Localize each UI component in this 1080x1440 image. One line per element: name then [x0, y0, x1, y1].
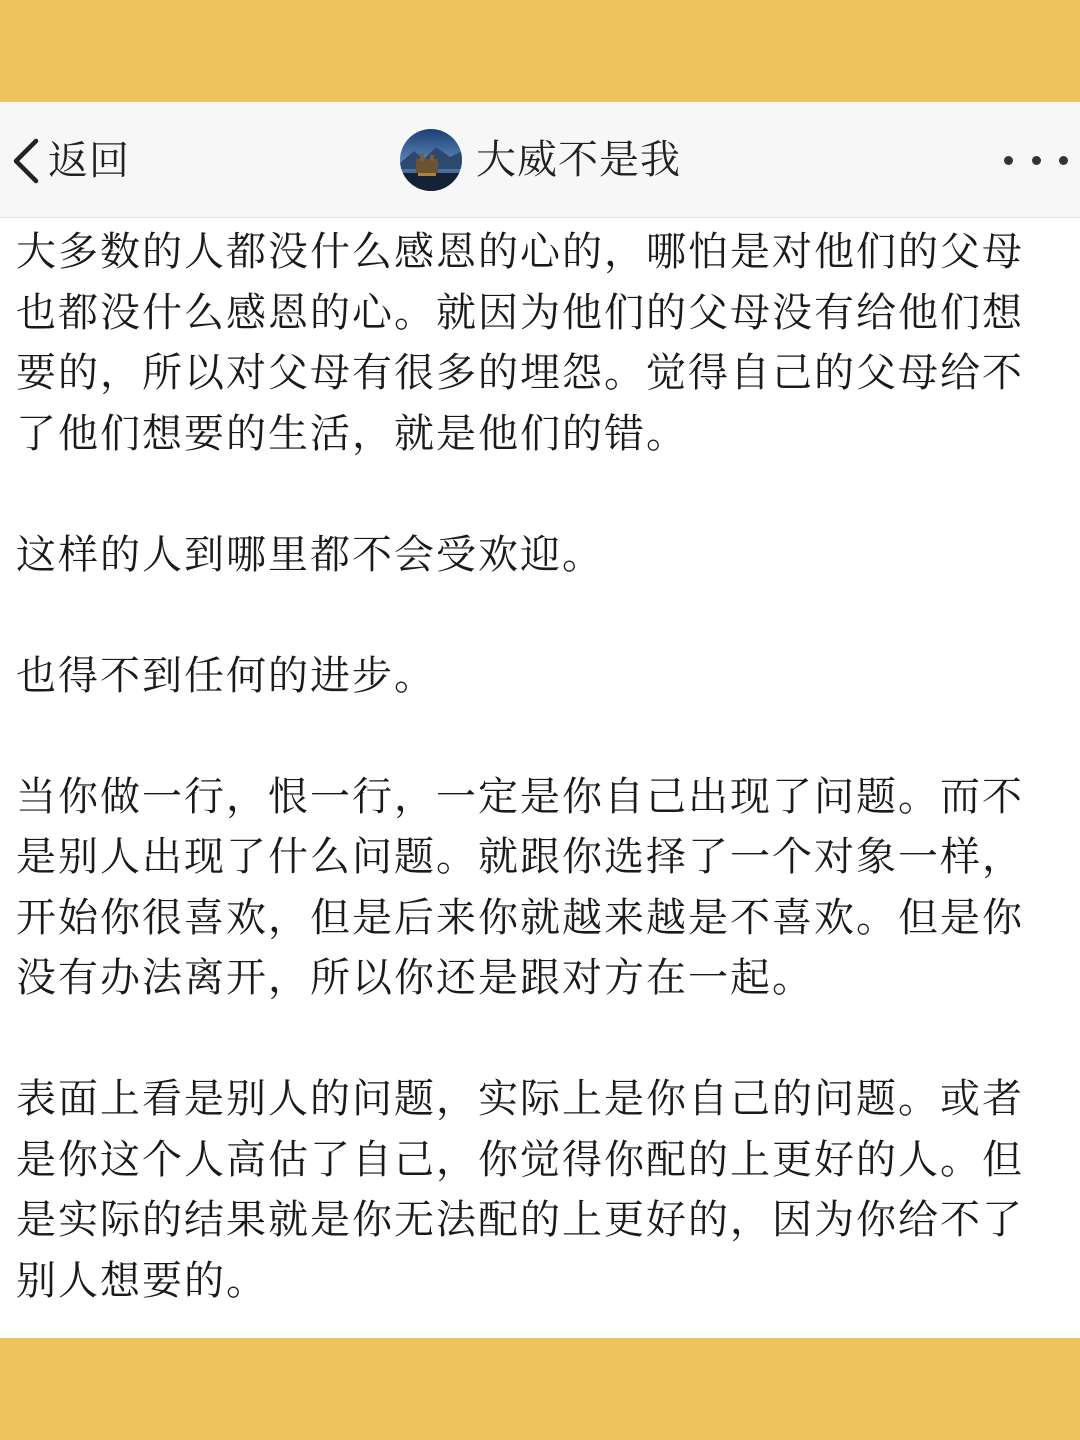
avatar[interactable] — [400, 129, 462, 191]
chevron-left-icon — [8, 135, 44, 187]
profile-header[interactable] — [400, 128, 681, 192]
paragraph: 大多数的人都没什么感恩的心的，哪怕是对他们的父母也都没什么感恩的心。就因为他们的父母没有给他们想要的，所以对父母有很多的埋怨。觉得自己的父母给不了他们想要的生活，就是他们的错。 — [16, 229, 1024, 457]
paragraph: 也得不到任何的进步。 — [16, 652, 436, 699]
dot — [1059, 156, 1068, 165]
paragraph: 表面上看是别人的问题，实际上是你自己的问题。或者是你这个人高估了自己，你觉得你配的上更好的人。但是实际的结果就是你无法配的上更好的，因为你给不了别人想要的。 — [16, 1076, 1024, 1304]
dot — [1004, 156, 1013, 165]
dot — [1032, 156, 1041, 165]
bottom-decor-band — [0, 1338, 1080, 1440]
paragraph: 当你做一行，恨一行，一定是你自己出现了问题。而不是别人出现了什么问题。就跟你选择了一个对象一样，开始你很喜欢，但是后来你就越来越是不喜欢。但是你没有办法离开，所以你还是跟对方在一起。 — [16, 773, 1024, 1001]
profile-name[interactable]: 大威不是我 — [476, 137, 681, 183]
paragraph: 这样的人到哪里都不会受欢迎。 — [16, 531, 604, 578]
post-content — [16, 222, 1064, 1372]
navigation-bar — [0, 102, 1080, 218]
more-dots-icon[interactable] — [1004, 142, 1068, 178]
back-label: 返回 — [48, 138, 130, 184]
top-decor-band — [0, 0, 1080, 102]
back-button[interactable] — [8, 132, 130, 190]
